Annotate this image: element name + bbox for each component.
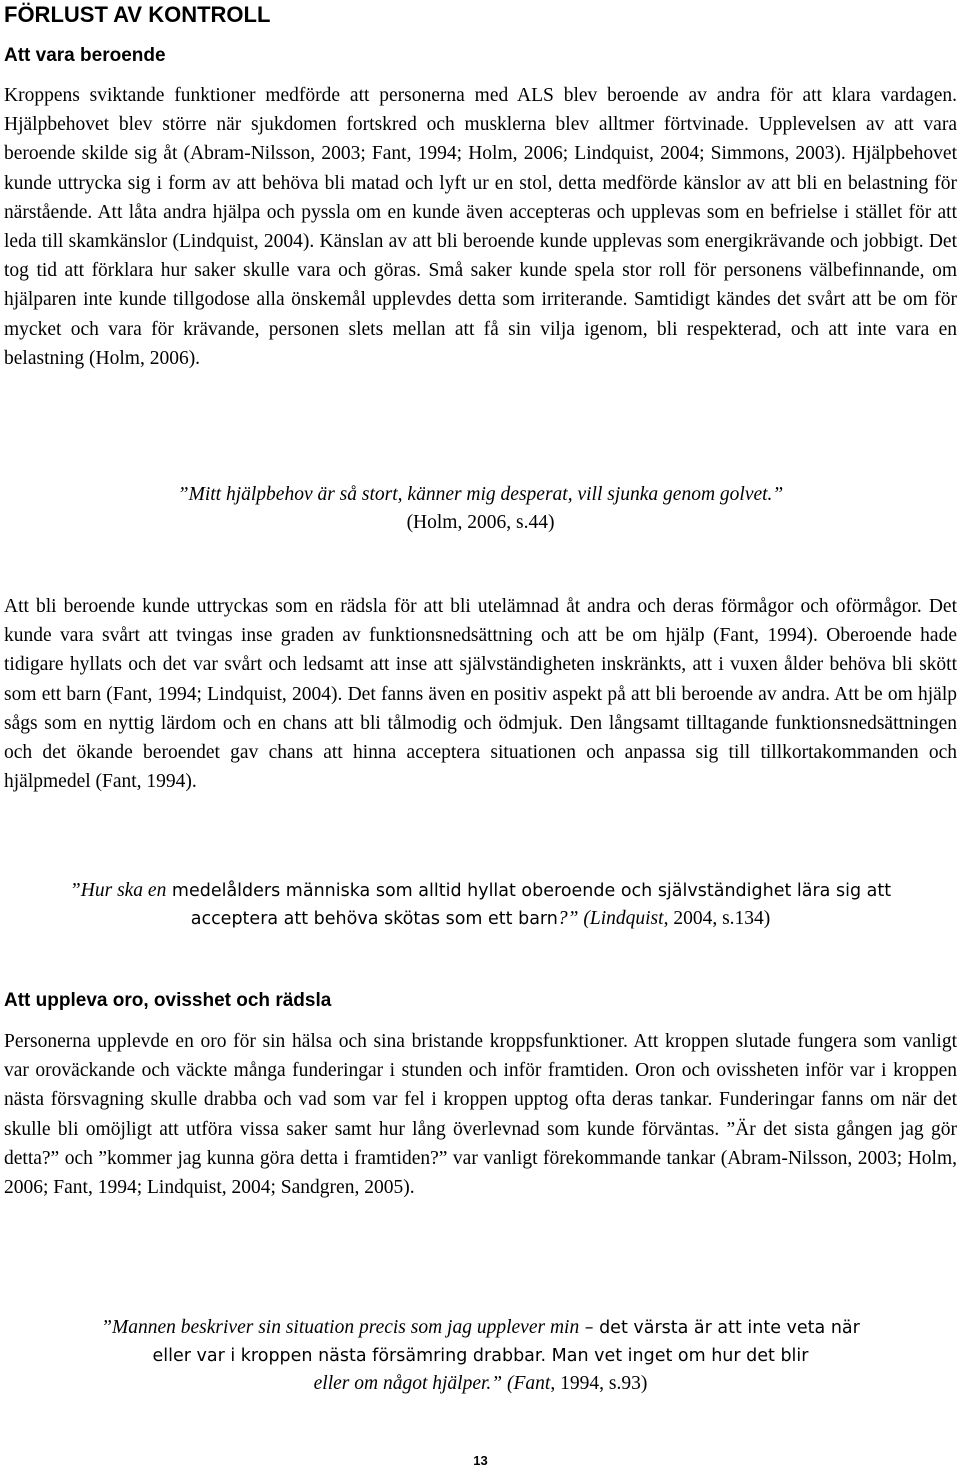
section-heading-oro: Att uppleva oro, ovisshet och rädsla: [4, 990, 332, 1011]
section-heading-beroende: Att vara beroende: [4, 45, 166, 66]
quote-line: ”Hur ska en medelålders människa som alltid hyllat oberoende och självständighet lära sig att: [69, 880, 892, 901]
body-paragraph: Personerna upplevde en oro för sin hälsa och sina bristande kroppsfunktioner. Att kroppen slutade fungera som vanligt var oroväckande och väckte många funderingar i stunden och inför framtiden. Oron och ovissheten inför var i kroppen nästa försvagning skulle drabba och vad som var fel i kroppen upptog ofta deras tankar. Funderingar fanns om när det skulle bli omöjligt att utföra vissa saker samt hur lång överlevnad som kunde förväntas. ”Är det sista gången jag gör detta?” och ”kommer jag kunna göra detta i framtiden?” var vanligt förekommande tankar (Abram-Nilsson, 2003; Holm, 2006; Fant, 1994; Lindquist, 2004; Sandgren, 2005).: [4, 1031, 957, 1199]
block-quote: [4, 877, 957, 933]
block-quote: [4, 481, 957, 537]
block-quote: [4, 1314, 957, 1398]
quote-citation: (Holm, 2006, s.44): [406, 512, 555, 533]
page-number: 13: [473, 1453, 488, 1468]
quote-line: ”Mannen beskriver sin situation precis som jag upplever min – det värsta är att inte veta när: [101, 1317, 860, 1338]
body-paragraph: Att bli beroende kunde uttryckas som en rädsla för att bli utelämnad åt andra och deras förmågor och oförmågor. Det kunde vara svårt att tvingas inse graden av funktionsnedsättning och att be om hjälp (Fant, 1994). Oberoende hade tidigare hyllats och det var svårt och ledsamt att inse att självständigheten inskränkts, att i vuxen ålder behöva bli skött som ett barn (Fant, 1994; Lindquist, 2004). Det fanns även en positiv aspekt på att bli beroende av andra. Att be om hjälp sågs som en nyttig lärdom och en chans att bli tålmodig och ödmjuk. Den långsamt tilltagande funktionsnedsättningen och det ökande beroendet gav chans att hinna acceptera situationen och anpassa sig till tillkortakommanden och hjälpmedel (Fant, 1994).: [4, 596, 957, 793]
quote-line: eller var i kroppen nästa försämring drabbar. Man vet inget om hur det blir: [152, 1346, 809, 1366]
quote-line: eller om något hjälper.” (Fant, 1994, s.93): [313, 1373, 648, 1394]
body-paragraph: Kroppens sviktande funktioner medförde att personerna med ALS blev beroende av andra för att klara vardagen. Hjälpbehovet blev större när sjukdomen fortskred och musklerna blev alltmer förtvinade. Upplevelsen av att vara beroende skilde sig åt (Abram-Nilsson, 2003; Fant, 1994; Holm, 2006; Lindquist, 2004; Simmons, 2003). Hjälpbehovet kunde uttrycka sig i form av att behöva bli matad och lyft ur en stol, detta medförde känslor av att bli en belastning för närstående. Att låta andra hjälpa och pyssla om en kunde även accepteras och upplevas som en befrielse i stället för att leda till skamkänslor (Lindquist, 2004). Känslan av att bli beroende kunde upplevas som energikrävande och jobbigt. Det tog tid att förklara hur saker skulle vara och göras. Små saker kunde spela stor roll för personens välbefinnande, om hjälparen inte kunde tillgodose alla önskemål upplevdes detta som irriterande. Samtidigt kändes det svårt att be om för mycket och vara för krävande, personen slets mellan att få sin vilja igenom, bli respekterad, och att inte vara en belastning (Holm, 2006).: [4, 85, 957, 369]
chapter-title: FÖRLUST AV KONTROLL: [4, 2, 271, 27]
quote-text: ”Mitt hjälpbehov är så stort, känner mig desperat, vill sjunka genom golvet.”: [177, 484, 784, 505]
quote-line: acceptera att behöva skötas som ett barn?” (Lindquist, 2004, s.134): [190, 908, 771, 929]
